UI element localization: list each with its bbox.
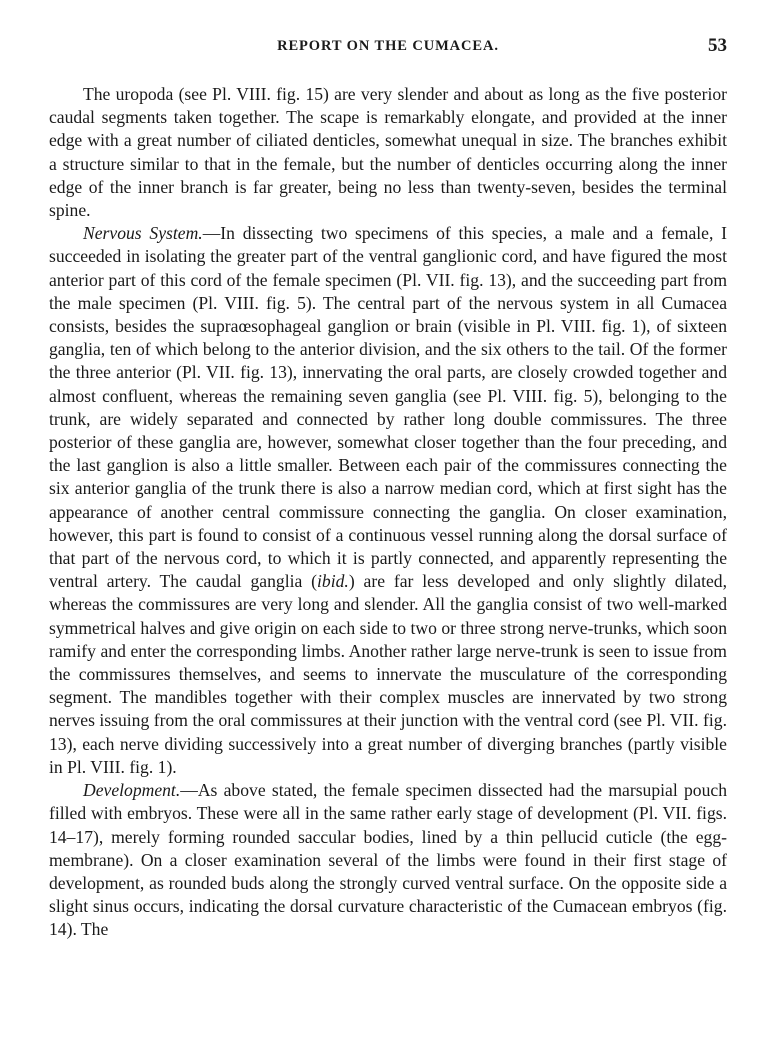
paragraph-development bbox=[49, 779, 727, 941]
paragraph-text: —As above stated, the female specimen dissected had the marsupial pouch filled with embryos. These were all in the same rather early stage of development (Pl. VII. figs. 14–17), merely forming rounded saccular bodies, lined by a thin pellucid cuticle (the egg-membrane). On a closer examination several of the limbs were found in their first stage of development, as rounded buds along the strongly curved ventral surface. On the opposite side a slight sinus occurs, indicating the dorsal curvature characteristic of the Cumacean embryos (fig. 14). The bbox=[49, 780, 727, 940]
paragraph-text-continued: ) are far less developed and only slightly dilated, whereas the commissures are very long and slender. All the ganglia consist of two well-marked symmetrical halves and give origin on each side to two or three strong nerve-trunks, which soon ramify and enter the corresponding limbs. Another rather large nerve-trunk is seen to issue from the commissures themselves, and seems to innervate the musculature of the corresponding segment. The mandibles together with their complex muscles are innervated by two strong nerves issuing from the oral commissures at their junction with the ventral cord (see Pl. VII. fig. 13), each nerve dividing successively into a great number of diverging branches (partly visible in Pl. VIII. fig. 1). bbox=[49, 571, 727, 777]
paragraph-text: —In dissecting two specimens of this species, a male and a female, I succeeded in isolating the greater part of the ventral ganglionic cord, and have figured the most anterior part of this cord of the female specimen (Pl. VII. fig. 13), and the succeeding part from the male specimen (Pl. VIII. fig. 5). The central part of the nervous system in all Cumacea consists, besides the supraœsophageal ganglion or brain (visible in Pl. VIII. fig. 1), of sixteen ganglia, ten of which belong to the anterior division, and the six others to the tail. Of the former the three anterior (Pl. VII. fig. 13), innervating the oral parts, are closely crowded together and almost confluent, whereas the remaining seven ganglia (see Pl. VIII. fig. 5), belonging to the trunk, are widely separated and connected by rather long double commissures. The three posterior of these ganglia are, however, somewhat closer together than the four preceding, and the last ganglion is also a little smaller. Between each pair of the commissures connecting the six anterior ganglia of the trunk there is also a narrow median cord, which at first sight has the appearance of another central commissure connecting the ganglia. On closer examination, however, this part is found to consist of a continuous vessel running along the dorsal surface of that part of the nervous cord, to which it is partly connected, and apparently representing the ventral artery. The caudal ganglia ( bbox=[49, 223, 727, 592]
section-title-development: Development. bbox=[83, 780, 181, 801]
italic-reference: ibid. bbox=[317, 571, 349, 592]
running-header bbox=[0, 35, 776, 62]
running-title: REPORT ON THE CUMACEA. bbox=[277, 38, 499, 54]
paragraph-uropoda bbox=[49, 83, 727, 222]
page-number: 53 bbox=[708, 35, 727, 56]
paragraph-nervous-system bbox=[49, 222, 727, 779]
paragraph-text: The uropoda (see Pl. VIII. fig. 15) are very slender and about as long as the five posterior caudal segments taken together. The scape is remarkably elongate, and provided at the inner edge with a great number of ciliated denticles, somewhat unequal in size. The branches exhibit a structure similar to that in the female, but the number of denticles occurring along the inner edge of the inner branch is far greater, being no less than twenty-seven, besides the terminal spine. bbox=[49, 84, 727, 221]
body-text bbox=[49, 83, 727, 942]
section-title-nervous-system: Nervous System. bbox=[83, 223, 203, 244]
